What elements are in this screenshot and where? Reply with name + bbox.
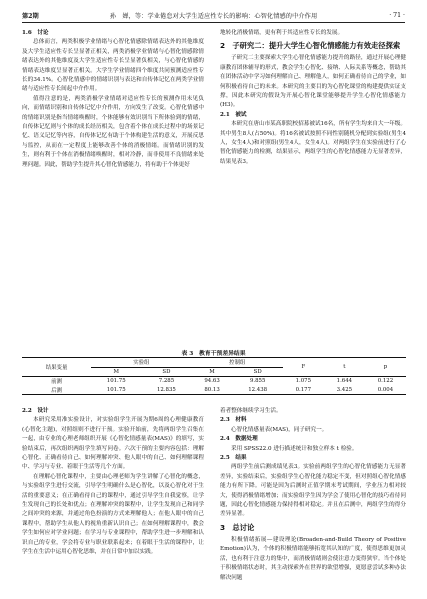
results-table	[22, 357, 406, 395]
subsection-heading-design: 2.2 设计	[22, 408, 49, 414]
table-cell: 7.285	[141, 377, 191, 386]
table-header-cell: F	[283, 358, 324, 377]
table-cell: 0.177	[283, 386, 324, 395]
table-cell: 1.644	[324, 377, 365, 386]
table-header-cell: 控制组	[192, 358, 283, 368]
table-cell: 前测	[22, 377, 91, 386]
paragraph-continuation: 地转化消极情绪，更有利于其适应性专长的发展。	[220, 30, 344, 36]
paragraph: 本研究采用准实验设计，对实验组学生开展为期6周的心理健康教育(心智化主题)，对照组则不进行干预。实验开始前，先将两组学生召集在一起，由专业的心理老师组织开展《心智化情感量表(MAS)》的填写，实验结束后，再次组织两组学生填写问卷。六次干预的主要内容包括：理解心智化、正确看待自己、如何理解冲突、他人眼中的自己、如何理解课程中、学习与专业、着眼于生活等几个方面。	[22, 417, 204, 471]
running-header	[22, 9, 405, 21]
paragraph: 积极情绪拓展—建设理论(Broaden-and-Build Theory of Positive Emotion)认为，个体的积极情绪能够拓宽其认知的广度，使得思维更加灵活，也有利于注意力的集中，而消极情绪则会使注意力变得狭窄。当个体处于积极情绪状态时，其主动探索外在世界的欲望增强，更愿意尝试多种办法解决问题	[220, 536, 406, 581]
table-cell: 101.75	[91, 386, 141, 395]
table-cell: 12.438	[233, 386, 283, 395]
paragraph: 采用 SPSS22.0 进行描述统计和独立样本 t 检验。	[231, 445, 358, 452]
table-cell: 1.075	[283, 377, 324, 386]
table-cell: 12.835	[141, 386, 191, 395]
table-cell: 0.122	[365, 377, 406, 386]
table-header-cell: t	[324, 358, 365, 377]
table-cell: 后测	[22, 386, 91, 395]
table-header-row	[22, 358, 406, 368]
paragraph: 两组学生前后测成绩见表3。实验前两组学生的心智化情感能力无显著差异，实验结束后，实验组学生心智化能力稳定不变，但对照组心智化情感能力有所下降。可能是因为后测时正值学期末考试期间，学业压力相对较大，使得消极情绪增加；而实验组学生因为学会了使用心智化的技巧看待问题，因此心智化情感能力保持得相对稳定。并且在后测中，两组学生的得分差异显著。	[220, 464, 406, 518]
table-cell: 9.855	[233, 377, 283, 386]
section-heading-general-discussion: 3 总讨论	[220, 522, 255, 532]
section-heading-study-two: 2 子研究二：提升大学生心智化情感能力有效走径探索	[220, 41, 401, 51]
subsection-heading-participants: 2.1 被试	[220, 111, 247, 118]
subsection-heading-data-processing: 2.4 数据处理	[220, 436, 258, 443]
right-column	[220, 29, 406, 167]
paragraph-continuation: 着者整体继续学习生活。	[220, 408, 282, 414]
table-header-cell: SD	[253, 368, 262, 375]
paragraph: 在理解心智化课程中，主要由心理老师为学生讲解了心智化的概念，与实验组学生进行交流，引导学生明确什么是心智化，以及心智化对于生活的重要意义；在正确看待自己的课程中，通过引导学生自我觉察，让学生发现自己的长处和优点；在理解冲突的课程中，让学生发现自己和同学之间冲突的来源，并通过角色扮演的方式来理解他人；在他人眼中的自己课程中，帮助学生从他人的视角重新认识自己；在如何理解课程中，教会学生如何应对学业问题；在学习与专业课程中，帮助学生进一步理解和认识自己的专业，学会将专业与职业联系起来；在着眼于生活的课程中，让学生在生活中运用心智化思维，并在日常中加以实践。	[22, 473, 204, 556]
table-cell: 94.63	[192, 377, 233, 386]
subsection-heading-results: 2.5 结果	[220, 455, 247, 462]
running-title: 孙 婵，等：学业倦怠对大学生适应性专长的影响：心智化情感的中介作用	[109, 12, 318, 20]
bottom-left-column	[22, 407, 204, 558]
paragraph: 值得注意的是，两类消极学业情绪对适应性专长的预测作用未见负向，而情绪识别和自传体记忆中介作用，方向发生了改变。心智化情感中的情绪识别是指当情绪唤醒时，个体能够有效识别当下所体验到的情绪，自传体记忆则与个体的成长经历相关，包含着个体在成长过程中的场景记忆、语义记忆等内容，自传体记忆有助于个体构建生活的意义，开展反思与监控，从而在一定程度上能够改善个体的消极情绪。而情绪识别的发生，则有利于个体在消极情绪唤醒时，相对冷静，而非使用不良情绪来处理问题。因此，帮助学生提升其心智化情感能力，将有助于个体更好	[22, 95, 204, 168]
header-rule	[22, 22, 405, 23]
paragraph: 本研究在唐山市某高职院校招募被试16名，所有学生均来自大一年级。其中男生8人(占50%)。将16名被试按照不同性别随机分配到实验组(男生4人，女生4人)和对照组(男生4人，女生4人)。对两组学生在实验前进行了心智化情感能力的检测，结果显示，两组学生的心智化情感能力无显著差异，结果见表3。	[220, 121, 406, 165]
issue-number: 第2期	[22, 12, 39, 20]
table-cell: 101.75	[91, 377, 141, 386]
paragraph: 子研究二主要探索大学生心智化情感能力提升的路径，通过开展心理健康教育团体辅导的形式，教会学生心智化、接纳、人际关系等概念，帮助其在团体活动中学习如何理解自己、理解他人，如何正确看待自己的学业，如何积极看待自己的未来。本研究的主要目的为心智化课堂的构建提供实证支撑，因此本研究的假设为开展心智化课堂能够提升学生心智化情感能力(H3)。	[220, 55, 406, 109]
table-header-cell: SD	[162, 368, 171, 375]
left-column	[22, 29, 204, 170]
table-cell: 80.13	[192, 386, 233, 395]
table-header-cell: p	[365, 358, 406, 377]
table-cell: 0.004	[365, 386, 406, 395]
table-header-cell: 结果变量	[22, 358, 91, 377]
table-row	[22, 377, 406, 386]
table-header-cell: M	[113, 368, 119, 375]
table-row	[22, 386, 406, 395]
paragraph: 心智化情感量表(MAS)，同子研究一。	[231, 426, 328, 433]
table-header-cell: 实验组	[91, 358, 191, 368]
table-cell: 3.425	[324, 386, 365, 395]
page-number: · 71 ·	[389, 11, 405, 19]
bottom-right-column	[220, 407, 406, 583]
table-title: 表 3 教育干预差异结果	[181, 351, 246, 357]
table-header-cell: M	[209, 368, 215, 375]
subsection-heading-materials: 2.3 材料	[220, 417, 247, 424]
paragraph: 总体而言，两类积极学业情绪与心智化情感除情绪表达外的其他维度及大学生适应性专长呈显著正相关，两类消极学业情绪与心智化情感除情绪表达外的其他维度及大学生适应性专长呈显著负相关，与心智化情感的情绪表达维度呈显著正相关。大学生学业情绪四个维度共同预测适应性专长的34.1%。心智化情感中的情绪识别与表达和自传体记忆在两类学业情绪与适应性专长间起中介作用。	[22, 39, 204, 93]
section-heading-discussion: 1.6 讨论	[22, 30, 49, 36]
